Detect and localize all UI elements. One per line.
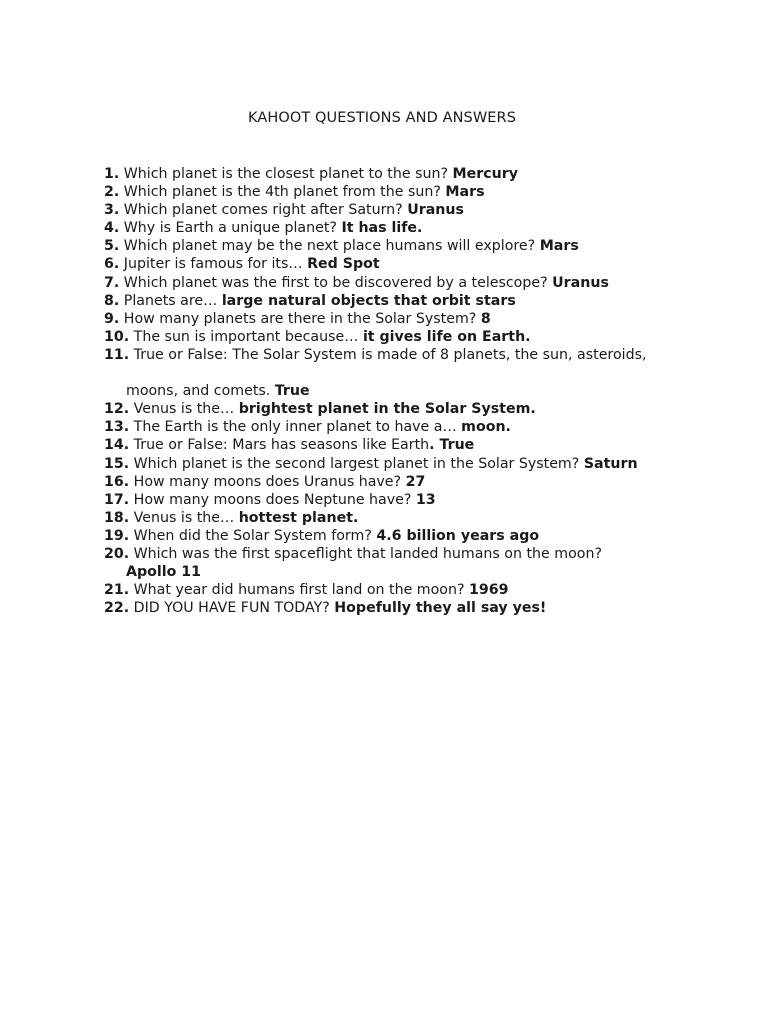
question-list — [104, 165, 744, 617]
answer-text: Mercury — [452, 166, 519, 182]
answer-text: True — [274, 383, 310, 400]
list-item — [104, 527, 744, 545]
list-item — [104, 581, 744, 599]
list-item-continuation — [104, 382, 744, 400]
question-text: DID YOU HAVE FUN TODAY? — [133, 600, 330, 617]
question-text: Which planet is the 4th planet from the sun? — [123, 184, 441, 201]
item-number: 4. — [104, 220, 120, 237]
answer-text: 13 — [415, 491, 436, 508]
item-number: 8. — [104, 292, 120, 309]
list-item — [104, 418, 744, 436]
question-text: Which was the first spaceflight that landed humans on the moon? — [133, 545, 602, 562]
question-text: How many moons does Neptune have? — [133, 491, 412, 508]
item-number: 10. — [104, 328, 130, 345]
item-number: 19. — [104, 527, 130, 544]
item-number: 12. — [104, 401, 130, 418]
item-number: 9. — [104, 310, 120, 327]
item-number: 17. — [104, 491, 130, 508]
list-item — [104, 599, 744, 617]
list-item — [104, 473, 744, 491]
item-number: 11. — [104, 346, 130, 363]
list-item — [104, 455, 744, 473]
item-number: 20. — [104, 545, 130, 562]
list-item — [104, 274, 744, 292]
question-text: How many planets are there in the Solar System? — [123, 310, 477, 327]
answer-text: 4.6 billion years ago — [376, 527, 540, 544]
list-item-continuation — [104, 563, 744, 581]
answer-text: Apollo 11 — [126, 564, 202, 581]
item-number: 5. — [104, 238, 120, 255]
question-text: Venus is the… — [133, 401, 235, 418]
list-item — [104, 255, 744, 273]
item-number: 14. — [104, 437, 130, 454]
answer-text: Hopefully they all say yes! — [334, 600, 547, 617]
question-text-continued: moons, and comets. — [126, 383, 271, 400]
question-text: True or False: The Solar System is made of 8 planets, the sun, asteroids, — [133, 346, 647, 363]
item-number: 7. — [104, 274, 120, 291]
item-number: 18. — [104, 509, 130, 526]
list-item — [104, 310, 744, 328]
list-item — [104, 346, 744, 364]
answer-text: Mars — [445, 184, 485, 201]
answer-text: 1969 — [469, 582, 509, 599]
question-text: What year did humans first land on the moon? — [133, 582, 465, 599]
list-item — [104, 436, 744, 454]
answer-text: Red Spot — [307, 256, 380, 273]
list-item — [104, 545, 744, 563]
list-item — [104, 328, 744, 346]
question-text: How many moons does Uranus have? — [133, 473, 402, 490]
item-number: 1. — [104, 166, 120, 182]
question-text: The Earth is the only inner planet to have a… — [133, 419, 457, 436]
question-text: Which planet comes right after Saturn? — [123, 202, 403, 219]
question-text: Which planet was the first to be discovered by a telescope? — [123, 274, 548, 291]
list-item — [104, 491, 744, 509]
question-text: Planets are… — [123, 292, 218, 309]
question-text: Why is Earth a unique planet? — [123, 220, 337, 237]
list-item — [104, 292, 744, 310]
list-item — [104, 237, 744, 255]
answer-text: large natural objects that orbit stars — [221, 292, 516, 309]
question-text: Which planet may be the next place humans will explore? — [123, 238, 536, 255]
item-number: 15. — [104, 455, 130, 472]
question-text: The sun is important because… — [133, 328, 359, 345]
answer-text: 27 — [405, 473, 426, 490]
answer-text: Mars — [539, 238, 579, 255]
answer-text: . True — [429, 437, 475, 454]
answer-text: it gives life on Earth. — [362, 328, 531, 345]
list-item — [104, 400, 744, 418]
question-text: Which planet is the second largest planet in the Solar System? — [133, 455, 580, 472]
item-number: 22. — [104, 600, 130, 617]
item-number: 2. — [104, 184, 120, 201]
list-item — [104, 183, 744, 201]
answer-text: Saturn — [583, 455, 638, 472]
question-text: Which planet is the closest planet to the sun? — [123, 166, 449, 182]
answer-text: Uranus — [407, 202, 464, 219]
answer-text: 8 — [480, 310, 491, 327]
list-item — [104, 509, 744, 527]
answer-text: It has life. — [341, 220, 423, 237]
question-text: Venus is the… — [133, 509, 235, 526]
item-number: 16. — [104, 473, 130, 490]
list-item — [104, 219, 744, 237]
list-item — [104, 201, 744, 219]
document-title: KAHOOT QUESTIONS AND ANSWERS — [247, 110, 517, 126]
item-number: 6. — [104, 256, 120, 273]
item-number: 3. — [104, 202, 120, 219]
answer-text: hottest planet. — [238, 509, 359, 526]
list-item — [104, 165, 744, 183]
answer-text: Uranus — [552, 274, 609, 291]
item-number: 13. — [104, 419, 130, 436]
question-text: When did the Solar System form? — [133, 527, 372, 544]
answer-text: moon. — [461, 419, 511, 436]
question-text: Jupiter is famous for its… — [123, 256, 303, 273]
item-number: 21. — [104, 582, 130, 599]
question-text: True or False: Mars has seasons like Earth — [133, 437, 430, 454]
answer-text: brightest planet in the Solar System. — [238, 401, 536, 418]
